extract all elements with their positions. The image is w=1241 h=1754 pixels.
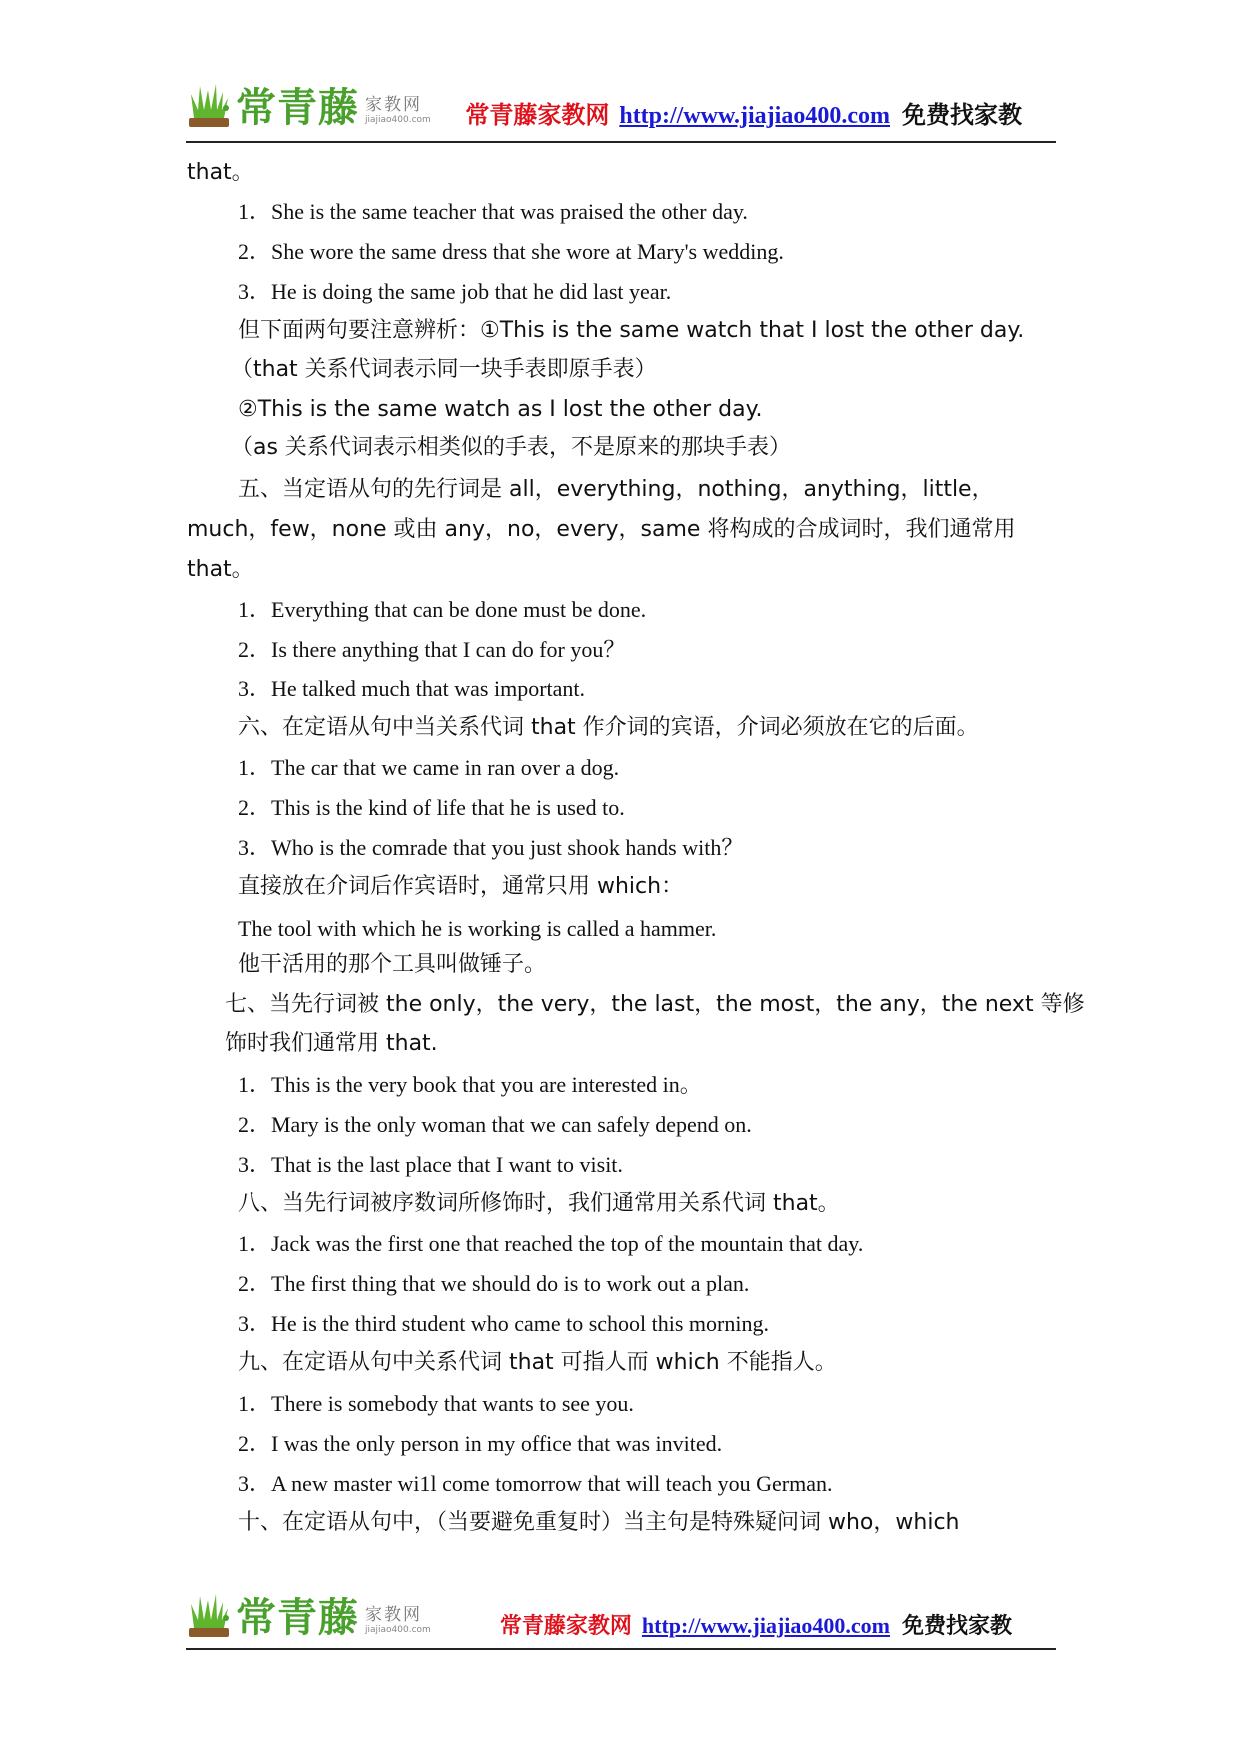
text-line: The tool with which he is working is called a hammer. <box>238 916 717 941</box>
logo-text: 常青藤 <box>236 85 359 131</box>
logo-text: 常青藤 <box>236 1595 359 1641</box>
grass-pot-icon <box>186 80 232 130</box>
list-item: 1．Jack was the first one that reached the top of the mountain that day. <box>238 1231 864 1256</box>
list-item: 2．This is the kind of life that he is used to. <box>238 795 625 820</box>
list-item: 1．There is somebody that wants to see you. <box>238 1391 634 1416</box>
page-header <box>186 62 1056 142</box>
list-item: 3．Who is the comrade that you just shook hands with？ <box>238 835 744 860</box>
footer-site-name: 常青藤家教网 <box>499 1614 632 1639</box>
text-line: （as 关系代词表示相类似的手表，不是原来的那块手表） <box>231 435 791 460</box>
list-item: 3．A new master wi1l come tomorrow that will teach you German. <box>238 1471 833 1496</box>
logo-subtitle: 家教网 <box>365 95 422 115</box>
logo-url: jiajiao400.com <box>365 1625 431 1635</box>
section-heading: 八、当先行词被序数词所修饰时，我们通常用关系代词 that。 <box>238 1191 840 1216</box>
section-heading: 五、当定语从句的先行词是 all，everything，nothing，anything，little， <box>238 477 994 502</box>
list-item: 2．She wore the same dress that she wore at Mary's wedding. <box>238 239 784 264</box>
footer-logo[interactable] <box>186 1590 431 1640</box>
list-item: 2．Mary is the only woman that we can safely depend on. <box>238 1112 752 1137</box>
list-item: 3．He is doing the same job that he did last year. <box>238 279 672 304</box>
grass-pot-icon <box>186 1590 232 1640</box>
logo-url: jiajiao400.com <box>365 115 431 125</box>
text-line: 饰时我们通常用 that. <box>225 1031 438 1056</box>
list-item: 3．He talked much that was important. <box>238 676 586 701</box>
section-heading: 七、当先行词被 the only，the very，the last，the most，the any，the next 等修 <box>225 992 1085 1017</box>
logo-subtitle: 家教网 <box>365 1605 422 1625</box>
section-heading: 十、在定语从句中，（当要避免重复时）当主句是特殊疑问词 who，which <box>238 1510 960 1535</box>
text-line: that。 <box>187 160 254 185</box>
text-line: that。 <box>187 557 254 582</box>
list-item: 3．That is the last place that I want to visit. <box>238 1152 623 1177</box>
list-item: 1．She is the same teacher that was praised the other day. <box>238 199 748 224</box>
text-line: （that 关系代词表示同一块手表即原手表） <box>231 357 657 382</box>
text-line: much，few，none 或由 any，no，every，same 将构成的合成词时，我们通常用 <box>187 517 1016 542</box>
footer-divider <box>186 1648 1056 1650</box>
list-item: 2．Is there anything that I can do for you？ <box>238 637 626 662</box>
section-heading: 六、在定语从句中当关系代词 that 作介词的宾语，介词必须放在它的后面。 <box>238 715 979 740</box>
site-logo[interactable] <box>186 80 431 130</box>
text-line: 他干活用的那个工具叫做锤子。 <box>238 952 547 977</box>
list-item: 1．The car that we came in ran over a dog. <box>238 755 620 780</box>
list-item: 1．Everything that can be done must be done. <box>238 597 647 622</box>
list-item: 3．He is the third student who came to school this morning. <box>238 1311 769 1336</box>
header-divider <box>186 141 1056 143</box>
header-slogan: 免费找家教 <box>902 101 1022 129</box>
section-heading: 九、在定语从句中关系代词 that 可指人而 which 不能指人。 <box>238 1350 837 1375</box>
list-item: 2．I was the only person in my office that was invited. <box>238 1431 723 1456</box>
text-line: ②This is the same watch as I lost the other day. <box>238 397 763 422</box>
text-line: 直接放在介词后作宾语时，通常只用 which： <box>238 874 684 899</box>
header-site-name: 常青藤家教网 <box>465 101 610 129</box>
text-line: 但下面两句要注意辨析：①This is the same watch that I lost the other day. <box>238 318 1025 343</box>
page-footer <box>186 1572 1056 1652</box>
list-item: 1．This is the very book that you are interested in。 <box>238 1072 702 1097</box>
footer-slogan: 免费找家教 <box>901 1614 1012 1639</box>
footer-link[interactable]: http://www.jiajiao400.com <box>641 1613 890 1638</box>
list-item: 2．The first thing that we should do is to work out a plan. <box>238 1271 750 1296</box>
header-link[interactable]: http://www.jiajiao400.com <box>619 103 890 129</box>
